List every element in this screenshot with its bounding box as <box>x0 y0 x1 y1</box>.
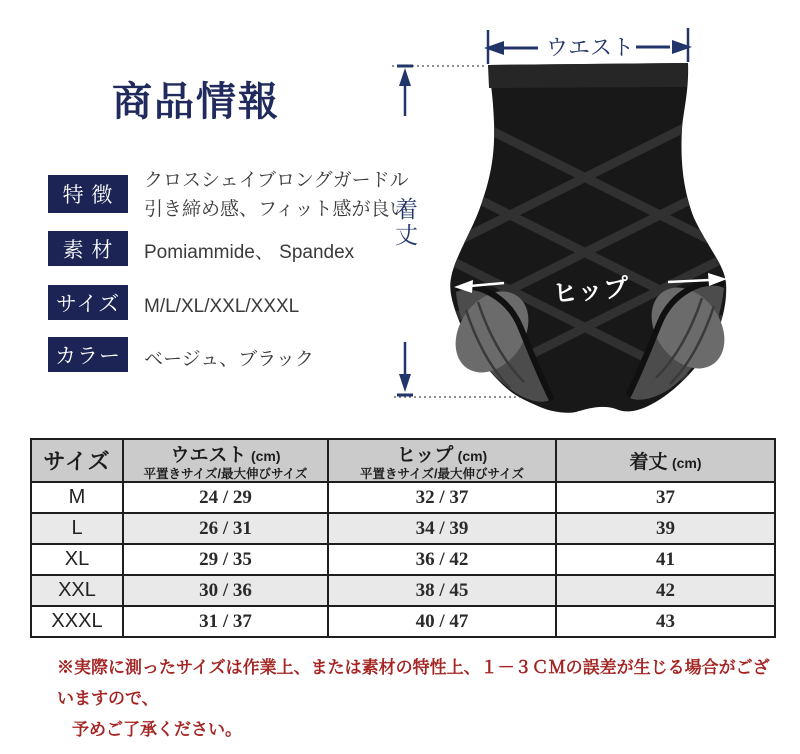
row-l-size: L <box>31 513 123 544</box>
header-hip <box>328 439 556 482</box>
header-hip-label: ヒップ <box>396 445 454 466</box>
row-xxxl-hip: 40 / 47 <box>328 606 556 637</box>
row-xxl-hip: 38 / 45 <box>328 575 556 606</box>
product-figure <box>380 20 792 436</box>
header-size <box>31 439 123 482</box>
table-row-m <box>31 482 775 513</box>
color-label-badge: カラー <box>48 337 128 372</box>
row-m-waist: 24 / 29 <box>123 482 328 513</box>
feature-text <box>144 166 409 224</box>
header-size-label: サイズ <box>43 449 111 474</box>
row-xxl-length: 42 <box>556 575 775 606</box>
header-length <box>556 439 775 482</box>
disclaimer-note <box>57 652 781 745</box>
header-hip-sub: 平置きサイズ/最大伸びサイズ <box>360 467 524 481</box>
feature-label-badge: 特 徴 <box>48 175 128 213</box>
header-hip-unit: (cm) <box>457 448 488 464</box>
table-row-xxxl <box>31 606 775 637</box>
garment-photo <box>380 20 792 436</box>
length-dimension-label: 着丈 <box>392 197 418 249</box>
waist-dimension-label: ウエスト <box>545 35 634 60</box>
material-label-badge: 素 材 <box>48 231 128 266</box>
row-m-size: M <box>31 482 123 513</box>
header-waist-sub: 平置きサイズ/最大伸びサイズ <box>143 467 308 481</box>
material-text: Pomiammide、 Spandex <box>144 242 355 263</box>
row-l-hip: 34 / 39 <box>328 513 556 544</box>
size-text: M/L/XL/XXL/XXXL <box>144 296 300 317</box>
row-xl-size: XL <box>31 544 123 575</box>
row-xxxl-waist: 31 / 37 <box>123 606 328 637</box>
color-text: ベージュ、ブラック <box>144 349 314 370</box>
row-xxxl-length: 43 <box>556 606 775 637</box>
size-table <box>30 438 776 638</box>
header-waist-label: ウエスト <box>170 445 247 466</box>
header-waist <box>123 439 328 482</box>
size-table-header-row <box>31 439 775 482</box>
row-xxl-waist: 30 / 36 <box>123 575 328 606</box>
table-row-xl <box>31 544 775 575</box>
feature-line-2: 引き締め感、フィット感が良い <box>144 199 409 220</box>
row-xxl-size: XXL <box>31 575 123 606</box>
disclaimer-line-1: ※実際に測ったサイズは作業上、または素材の特性上、１－３ＣＭの誤差が生じる場合がございますので、 <box>57 658 770 708</box>
header-waist-unit: (cm) <box>250 448 281 464</box>
row-m-length: 37 <box>556 482 775 513</box>
garment-silhouette <box>420 63 750 413</box>
row-xl-hip: 36 / 42 <box>328 544 556 575</box>
row-xl-waist: 29 / 35 <box>123 544 328 575</box>
table-row-l <box>31 513 775 544</box>
table-row-xxl <box>31 575 775 606</box>
size-label-badge: サイズ <box>48 285 128 320</box>
disclaimer-line-2: 予めご了承ください。 <box>72 720 242 739</box>
row-xl-length: 41 <box>556 544 775 575</box>
row-m-hip: 32 / 37 <box>328 482 556 513</box>
header-length-label: 着丈 <box>629 452 668 473</box>
page-title: 商品情報 <box>112 80 280 124</box>
header-length-unit: (cm) <box>671 455 702 471</box>
row-l-length: 39 <box>556 513 775 544</box>
hip-dimension-label: ヒップ <box>551 273 631 309</box>
row-l-waist: 26 / 31 <box>123 513 328 544</box>
row-xxxl-size: XXXL <box>31 606 123 637</box>
feature-line-1: クロスシェイブロングガードル <box>144 170 409 191</box>
